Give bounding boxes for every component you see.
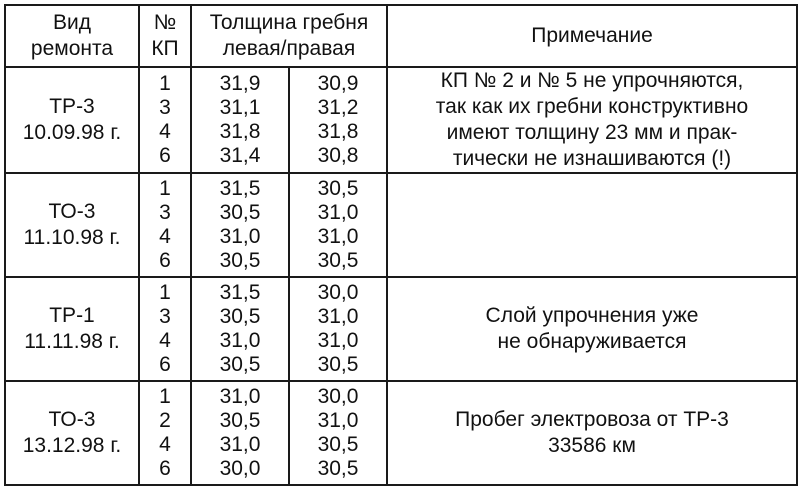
repair-type: ТО-3 bbox=[48, 408, 96, 431]
repair-type: ТР-3 bbox=[49, 95, 95, 118]
left-value: 30,5 bbox=[219, 305, 261, 328]
right-value: 31,0 bbox=[317, 201, 359, 224]
right-value: 30,5 bbox=[317, 177, 359, 200]
kp-number: 1 bbox=[159, 72, 171, 95]
right-value: 30,5 bbox=[317, 353, 359, 376]
kp-cell bbox=[139, 381, 191, 485]
right-value: 30,0 bbox=[317, 281, 359, 304]
note-cell bbox=[387, 381, 797, 485]
note-line: КП № 2 и № 5 не упрочняются, bbox=[440, 69, 744, 92]
left-value: 30,5 bbox=[219, 249, 261, 272]
header-kp-line2: КП bbox=[151, 37, 179, 60]
kp-cell bbox=[139, 173, 191, 277]
left-value: 31,5 bbox=[219, 177, 261, 200]
kp-number: 3 bbox=[159, 305, 171, 328]
repair-date: 10.09.98 г. bbox=[22, 121, 122, 144]
left-value: 31,1 bbox=[219, 96, 261, 119]
right-value: 30,9 bbox=[317, 72, 359, 95]
wheel-flange-thickness-table bbox=[4, 4, 798, 486]
kp-cell bbox=[139, 277, 191, 381]
note-line: тически не изнашиваются (!) bbox=[452, 147, 732, 170]
left-value: 30,5 bbox=[219, 353, 261, 376]
note-cell bbox=[387, 67, 797, 173]
note-line: 33586 км bbox=[548, 434, 636, 457]
kp-number: 4 bbox=[159, 433, 171, 456]
repair-cell bbox=[5, 67, 139, 173]
header-repair-type-line2: ремонта bbox=[30, 37, 114, 60]
right-value: 30,0 bbox=[317, 385, 359, 408]
left-value: 31,4 bbox=[219, 144, 261, 167]
right-value: 30,5 bbox=[317, 249, 359, 272]
left-value: 31,0 bbox=[219, 329, 261, 352]
right-value: 31,8 bbox=[317, 120, 359, 143]
left-value: 30,5 bbox=[219, 409, 261, 432]
kp-number: 3 bbox=[159, 96, 171, 119]
kp-number: 4 bbox=[159, 120, 171, 143]
left-value: 31,9 bbox=[219, 72, 261, 95]
right-value: 31,0 bbox=[317, 409, 359, 432]
table-row bbox=[5, 277, 797, 381]
note-line: так как их гребни конструктивно bbox=[435, 95, 749, 118]
header-kp bbox=[139, 5, 191, 67]
kp-number: 6 bbox=[159, 457, 171, 480]
kp-number: 2 bbox=[159, 409, 171, 432]
header-kp-line1: № bbox=[153, 11, 177, 34]
right-thickness-cell bbox=[289, 381, 387, 485]
right-value: 30,5 bbox=[317, 457, 359, 480]
left-thickness-cell bbox=[191, 381, 289, 485]
kp-number: 1 bbox=[159, 281, 171, 304]
right-value: 31,0 bbox=[317, 305, 359, 328]
kp-number: 6 bbox=[159, 144, 171, 167]
repair-cell bbox=[5, 173, 139, 277]
table-row bbox=[5, 381, 797, 485]
left-thickness-cell bbox=[191, 173, 289, 277]
left-value: 31,0 bbox=[219, 433, 261, 456]
repair-type: ТО-3 bbox=[48, 200, 96, 223]
kp-number: 3 bbox=[159, 201, 171, 224]
repair-cell bbox=[5, 277, 139, 381]
note-line: Слой упрочнения уже bbox=[485, 304, 699, 327]
kp-number: 4 bbox=[159, 225, 171, 248]
left-value: 31,5 bbox=[219, 281, 261, 304]
note-line: не обнаруживается bbox=[497, 330, 687, 353]
right-thickness-cell bbox=[289, 173, 387, 277]
right-thickness-cell bbox=[289, 67, 387, 173]
right-value: 31,2 bbox=[317, 96, 359, 119]
repair-date: 13.12.98 г. bbox=[22, 434, 122, 457]
header-note: Примечание bbox=[387, 5, 797, 67]
kp-number: 1 bbox=[159, 385, 171, 408]
note-cell bbox=[387, 173, 797, 277]
header-thickness bbox=[191, 5, 387, 67]
header-repair-type bbox=[5, 5, 139, 67]
left-value: 31,0 bbox=[219, 225, 261, 248]
right-value: 30,5 bbox=[317, 433, 359, 456]
header-repair-type-line1: Вид bbox=[53, 11, 91, 34]
kp-number: 6 bbox=[159, 249, 171, 272]
header-thickness-line1: Толщина гребня bbox=[209, 11, 369, 34]
repair-date: 11.10.98 г. bbox=[23, 226, 121, 249]
left-thickness-cell bbox=[191, 277, 289, 381]
note-cell bbox=[387, 277, 797, 381]
left-value: 30,0 bbox=[219, 457, 261, 480]
note-line: Пробег электровоза от ТР-3 bbox=[455, 408, 729, 431]
header-thickness-line2: левая/правая bbox=[222, 37, 356, 60]
left-thickness-cell bbox=[191, 67, 289, 173]
kp-number: 1 bbox=[159, 177, 171, 200]
header-row bbox=[5, 5, 797, 67]
kp-number: 4 bbox=[159, 329, 171, 352]
kp-number: 6 bbox=[159, 353, 171, 376]
right-value: 30,8 bbox=[317, 144, 359, 167]
right-thickness-cell bbox=[289, 277, 387, 381]
repair-cell bbox=[5, 381, 139, 485]
left-value: 31,0 bbox=[219, 385, 261, 408]
table-row bbox=[5, 173, 797, 277]
left-value: 31,8 bbox=[219, 120, 261, 143]
repair-type: ТР-1 bbox=[49, 304, 95, 327]
note-line: имеют толщину 23 мм и прак- bbox=[446, 121, 738, 144]
repair-date: 11.11.98 г. bbox=[24, 330, 120, 353]
right-value: 31,0 bbox=[317, 225, 359, 248]
right-value: 31,0 bbox=[317, 329, 359, 352]
kp-cell bbox=[139, 67, 191, 173]
left-value: 30,5 bbox=[219, 201, 261, 224]
table-row bbox=[5, 67, 797, 173]
